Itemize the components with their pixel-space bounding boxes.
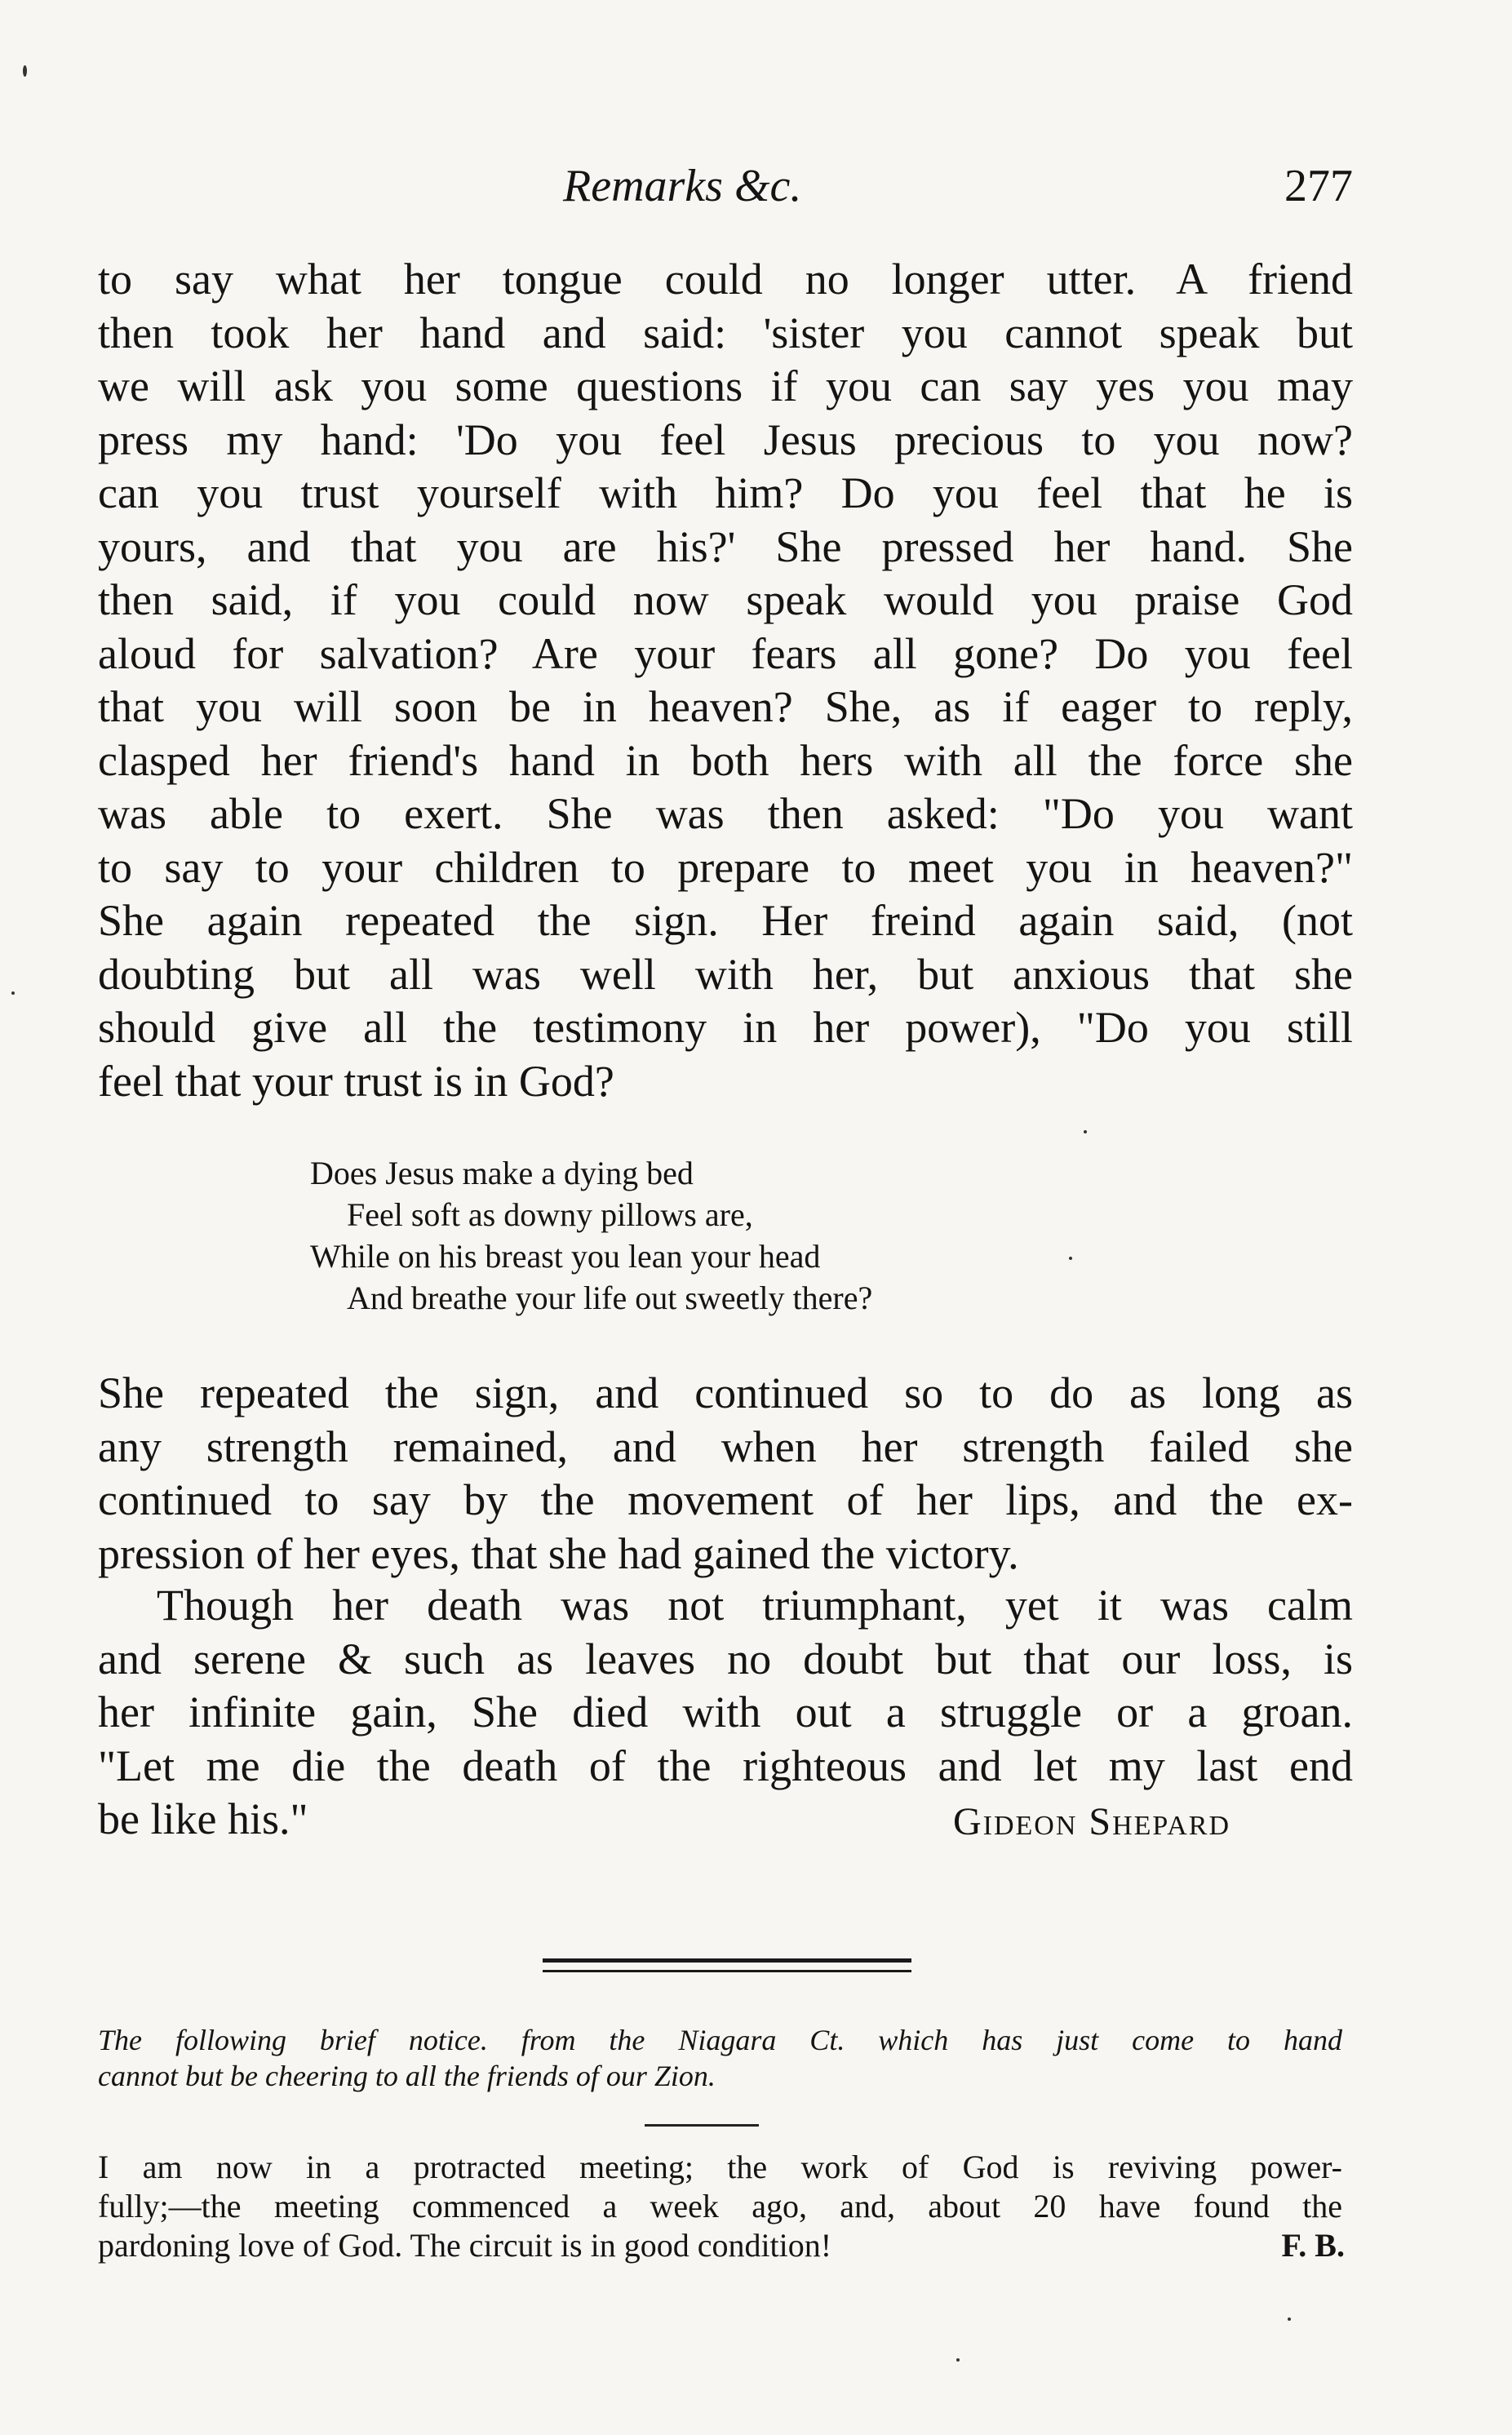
text-line: can you trust yourself with him? Do you feel that he is (98, 468, 1353, 517)
letter-line: I am now in a protracted meeting; the work of God is reviving power- (98, 2149, 1342, 2185)
hymn-verse (310, 1152, 872, 1319)
text-line: pression of her eyes, that she had gained the victory. (98, 1528, 1019, 1578)
text-line: then said, if you could now speak would you praise God (98, 575, 1353, 624)
text-line: clasped her friend's hand in both hers with all the force she (98, 735, 1353, 785)
running-title: Remarks &c. (563, 161, 802, 211)
text-line: then took her hand and said: 'sister you cannot speak but (98, 308, 1353, 357)
text-line: She repeated the sign, and continued so to do as long as (98, 1368, 1353, 1417)
letter-excerpt (98, 2148, 1342, 2265)
section-divider (543, 1970, 911, 1972)
editorial-notice (98, 2022, 1342, 2094)
paragraph-1 (98, 253, 1353, 1108)
author-signature: Gideon Shepard (952, 1800, 1230, 1843)
paragraph-2 (98, 1367, 1353, 1581)
verse-line: Does Jesus make a dying bed (310, 1155, 694, 1191)
text-line: her infinite gain, She died with out a struggle or a groan. (98, 1688, 1353, 1736)
text-line: should give all the testimony in her power), "Do you still (98, 1003, 1353, 1052)
letter-line: fully;—the meeting commenced a week ago, and, about 20 have found the (98, 2188, 1342, 2224)
text-line: any strength remained, and when her strength failed she (98, 1422, 1353, 1471)
section-divider (543, 1958, 911, 1963)
text-line: press my hand: 'Do you feel Jesus precious to you now? (98, 415, 1353, 464)
text-line: "Let me die the death of the righteous and let my last end (98, 1741, 1353, 1790)
text-line: doubting but all was well with her, but anxious that she (98, 949, 1353, 999)
text-line: Though her death was not triumphant, yet it was calm (157, 1581, 1353, 1630)
letter-initials: F. B. (1281, 2227, 1345, 2264)
notice-line: The following brief notice. from the Niagara Ct. which has just come to hand (98, 2024, 1342, 2056)
ink-speck (1069, 1257, 1072, 1260)
text-line: aloud for salvation? Are your fears all gone? Do you feel (98, 628, 1353, 678)
text-line: and serene & such as leaves no doubt but that our loss, is (98, 1634, 1353, 1683)
text-line: yours, and that you are his?' She pressed her hand. She (98, 521, 1353, 571)
notice-line: cannot but be cheering to all the friends of our Zion. (98, 2060, 716, 2092)
text-line: we will ask you some questions if you can say yes you may (98, 361, 1353, 410)
text-line: was able to exert. She was then asked: "Do you want (98, 789, 1353, 838)
text-line: continued to say by the movement of her lips, and the ex- (98, 1475, 1353, 1524)
text-line: She again repeated the sign. Her freind again said, (not (98, 896, 1353, 945)
text-line: feel that your trust is in God? (98, 1056, 614, 1106)
short-divider (645, 2124, 759, 2127)
page-number: 277 (1284, 161, 1353, 211)
ink-speck (23, 65, 27, 77)
text-line: be like his." (98, 1794, 308, 1843)
verse-line: And breathe your life out sweetly there? (347, 1280, 873, 1316)
verse-line: Feel soft as downy pillows are, (347, 1196, 753, 1233)
page-header (98, 160, 1353, 217)
ink-speck (11, 991, 15, 995)
ink-speck (1288, 2317, 1291, 2321)
ink-speck (1084, 1130, 1087, 1133)
text-line: to say to your children to prepare to meet you in heaven?" (98, 842, 1353, 892)
text-line: to say what her tongue could no longer utter. A friend (98, 255, 1353, 304)
text-line: that you will soon be in heaven? She, as if eager to reply, (98, 682, 1353, 731)
verse-line: While on his breast you lean your head (310, 1238, 821, 1275)
letter-line: pardoning love of God. The circuit is in good condition! (98, 2227, 832, 2264)
ink-speck (956, 2358, 960, 2362)
